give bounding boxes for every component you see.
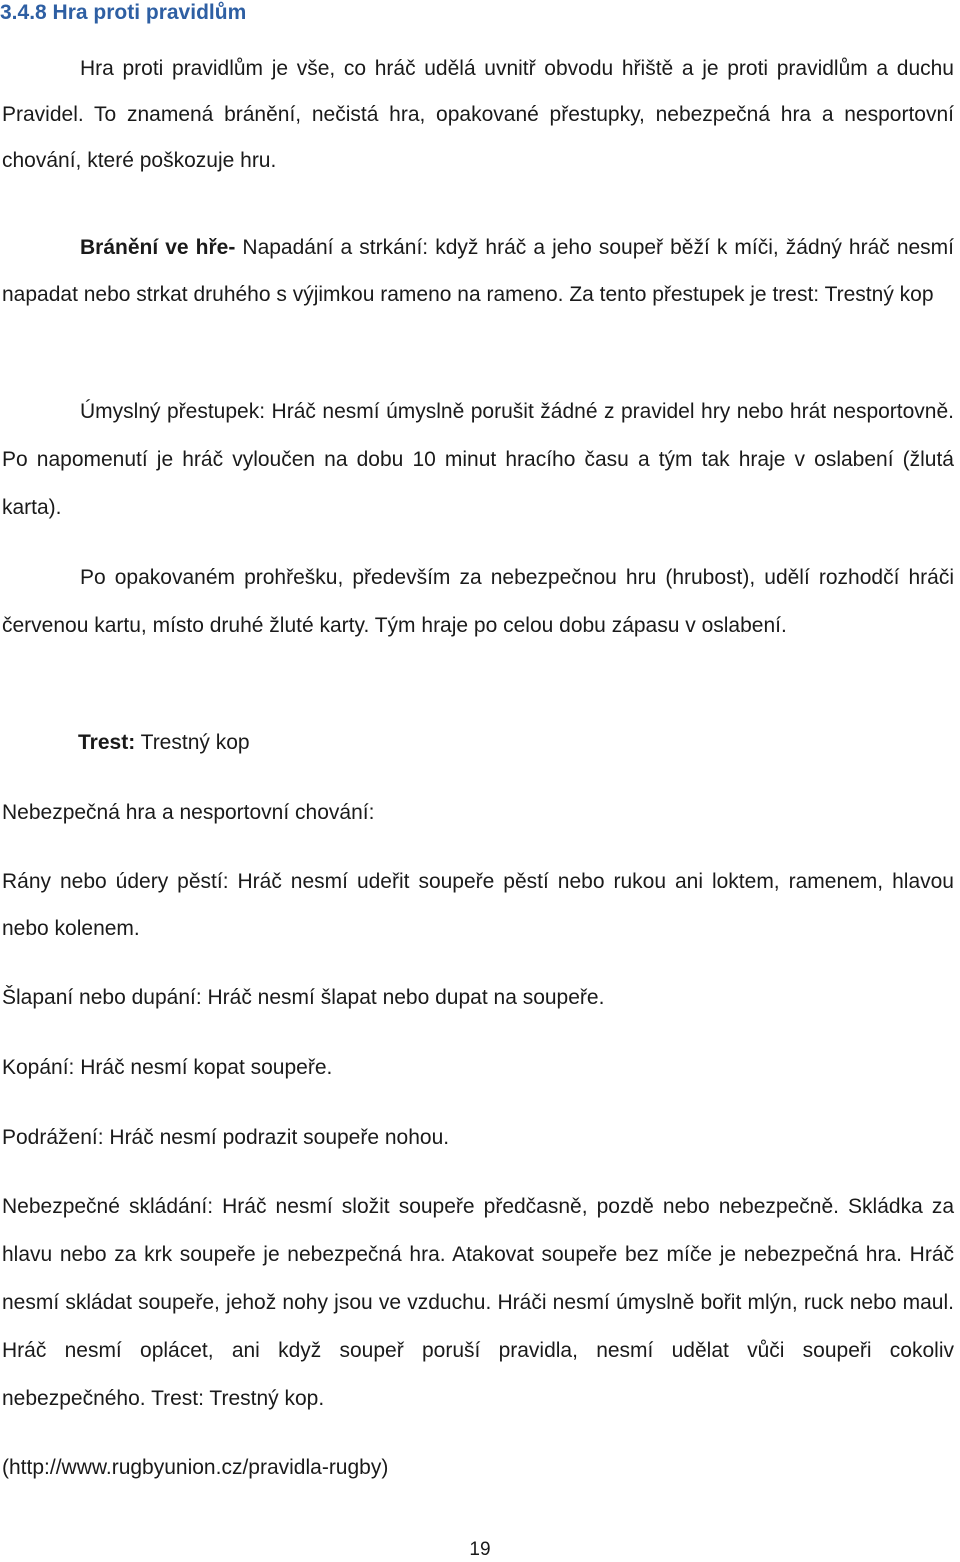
intro-paragraph: Hra proti pravidlům je vše, co hráč udělá uvnitř obvodu hřiště a je proti pravidlům a duchu Pravidel. To znamená bránění, nečistá hra, opakované přestupky, nebezpečná hra a nesportovní chování, které poškozuje hru.	[2, 57, 954, 172]
penalty-text: Trestný kop	[135, 731, 250, 754]
dangerous-play-heading: Nebezpečná hra a nesportovní chování:	[2, 801, 375, 824]
page-number: 19	[469, 1539, 491, 1560]
repeated-paragraph: Po opakovaném prohřešku, především za nebezpečnou hru (hrubost), udělí rozhodčí hráči červenou kartu, místo druhé žluté karty. Tým hraje po celou dobu zápasu v oslabení.	[2, 566, 954, 637]
kicking-line: Kopání: Hráč nesmí kopat soupeře.	[2, 1056, 333, 1079]
punching-paragraph: Rány nebo údery pěstí: Hráč nesmí udeřit soupeře pěstí nebo rukou ani loktem, ramenem, hlavou nebo kolenem.	[2, 870, 954, 940]
obstruction-paragraph	[2, 224, 954, 318]
penalty-line	[78, 729, 250, 757]
tackling-paragraph: Nebezpečné skládání: Hráč nesmí složit soupeře předčasně, pozdě nebo nebezpečně. Skládka za hlavu nebo za krk soupeře je nebezpečná hra. Atakovat soupeře bez míče je nebezpečná hra. Hráč nesmí skládat soupeře, jehož nohy jsou ve vzduchu. Hráči nesmí úmyslně bořit mlýn, ruck nebo maul. Hráč nesmí oplácet, ani když soupeř poruší pravidla, nesmí udělat vůči soupeři cokoliv nebezpečného. Trest: Trestný kop.	[2, 1195, 954, 1410]
penalty-label: Trest:	[78, 731, 136, 754]
tripping-line: Podrážení: Hráč nesmí podrazit soupeře nohou.	[2, 1126, 450, 1149]
obstruction-label: Bránění ve hře-	[80, 236, 236, 259]
source-link[interactable]: (http://www.rugbyunion.cz/pravidla-rugby)	[2, 1456, 389, 1479]
obstruction-text: Napadání a strkání: když hráč a jeho soupeř běží k míči, žádný hráč nesmí napadat nebo strkat druhého s výjimkou rameno na rameno. Za tento přestupek je trest: Trestný kop	[2, 236, 954, 306]
stamping-line: Šlapaní nebo dupání: Hráč nesmí šlapat nebo dupat na soupeře.	[2, 986, 605, 1009]
section-heading: 3.4.8 Hra proti pravidlům	[0, 1, 247, 24]
intentional-paragraph: Úmyslný přestupek: Hráč nesmí úmyslně porušit žádné z pravidel hry nebo hrát nesportovně. Po napomenutí je hráč vyloučen na dobu 10 minut hracího času a tým tak hraje v oslabení (žlutá karta).	[2, 400, 954, 519]
